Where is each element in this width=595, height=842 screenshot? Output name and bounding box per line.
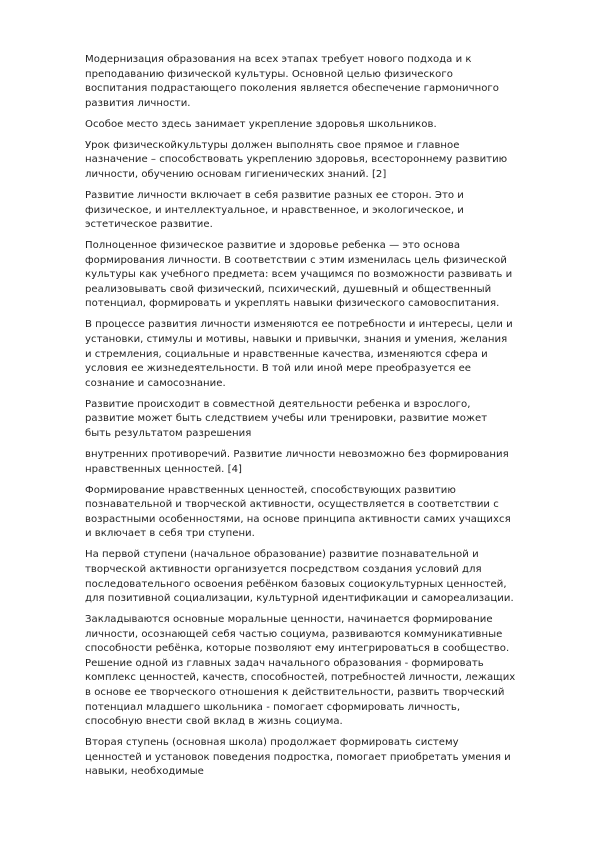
paragraph: Вторая ступень (основная школа) продолжает формировать систему ценностей и установок поведения подростка, помогает приобретать умения и навыки, необходимые xyxy=(85,737,511,778)
paragraph: Развитие личности включает в себя развитие разных ее сторон. Это и физическое, и интеллектуальное, и нравственное, и экологическое, и эстетическое развитие. xyxy=(85,189,464,231)
paragraph: Модернизация образования на всех этапах требует нового подхода и к преподаванию физической культуры. Основной целью физического воспитания подрастающего поколения является обеспечение гармоничного развития личности. xyxy=(85,54,499,109)
paragraph: Особое место здесь занимает укрепление здоровья школьников. xyxy=(85,118,437,130)
paragraph: Закладываются основные моральные ценности, начинается формирование личности, осознающей себя частью социума, развиваются коммуникативные способности ребёнка, которые позволяют ему интегрироваться в сообщество. Решение одной из главных задач начального образования - формировать комплекс ценностей, качеств, способностей, потребностей личности, лежащих в основе ее творческого отношения к действительности, развить творческий потенциал младшего школьника - помогает сформировать личность, способную внести свой вклад в жизнь социума. xyxy=(85,614,516,728)
document-page xyxy=(85,53,560,786)
paragraph: Развитие происходит в совместной деятельности ребенка и взрослого, развитие может быть следствием учебы или тренировки, развитие может быть результатом разрешения xyxy=(85,398,488,439)
paragraph: Формирование нравственных ценностей, способствующих развитию познавательной и творческой активности, осуществляется в соответствии с возрастными особенностями, на основе принципа активности самих учащихся и включает в себя три ступени. xyxy=(85,484,511,540)
paragraph: Урок физическойкультуры должен выполнять свое прямое и главное назначение – способствовать укреплению здоровья, всестороннему развитию личности, обучению основам гигиенических знаний. [2] xyxy=(85,139,508,180)
paragraph: Полноценное физическое развитие и здоровье ребенка — это основа формирования личности. В соответствии с этим изменилась цель физической культуры как учебного предмета: всем учащимся по возможности развивать и реализовывать свой физический, психический, душевный и общественный потенциал, формировать и укреплять навыки физического самовоспитания. xyxy=(85,240,513,310)
paragraph: В процессе развития личности изменяются ее потребности и интересы, цели и установки, стимулы и мотивы, навыки и привычки, знания и умения, желания и стремления, социальные и нравственные качества, изменяются сфера и условия ее жизнедеятельности. В той или иной мере преобразуется ее сознание и самосознание. xyxy=(85,319,513,389)
paragraph: На первой ступени (начальное образование) развитие познавательной и творческой активности организуется посредством создания условий для последовательного освоения ребёнком базовых социокультурных ценностей, для позитивной социализации, культурной идентификации и самореализации. xyxy=(85,549,514,605)
paragraph: внутренних противоречий. Развитие личности невозможно без формирования нравственных ценностей. [4] xyxy=(85,448,509,475)
